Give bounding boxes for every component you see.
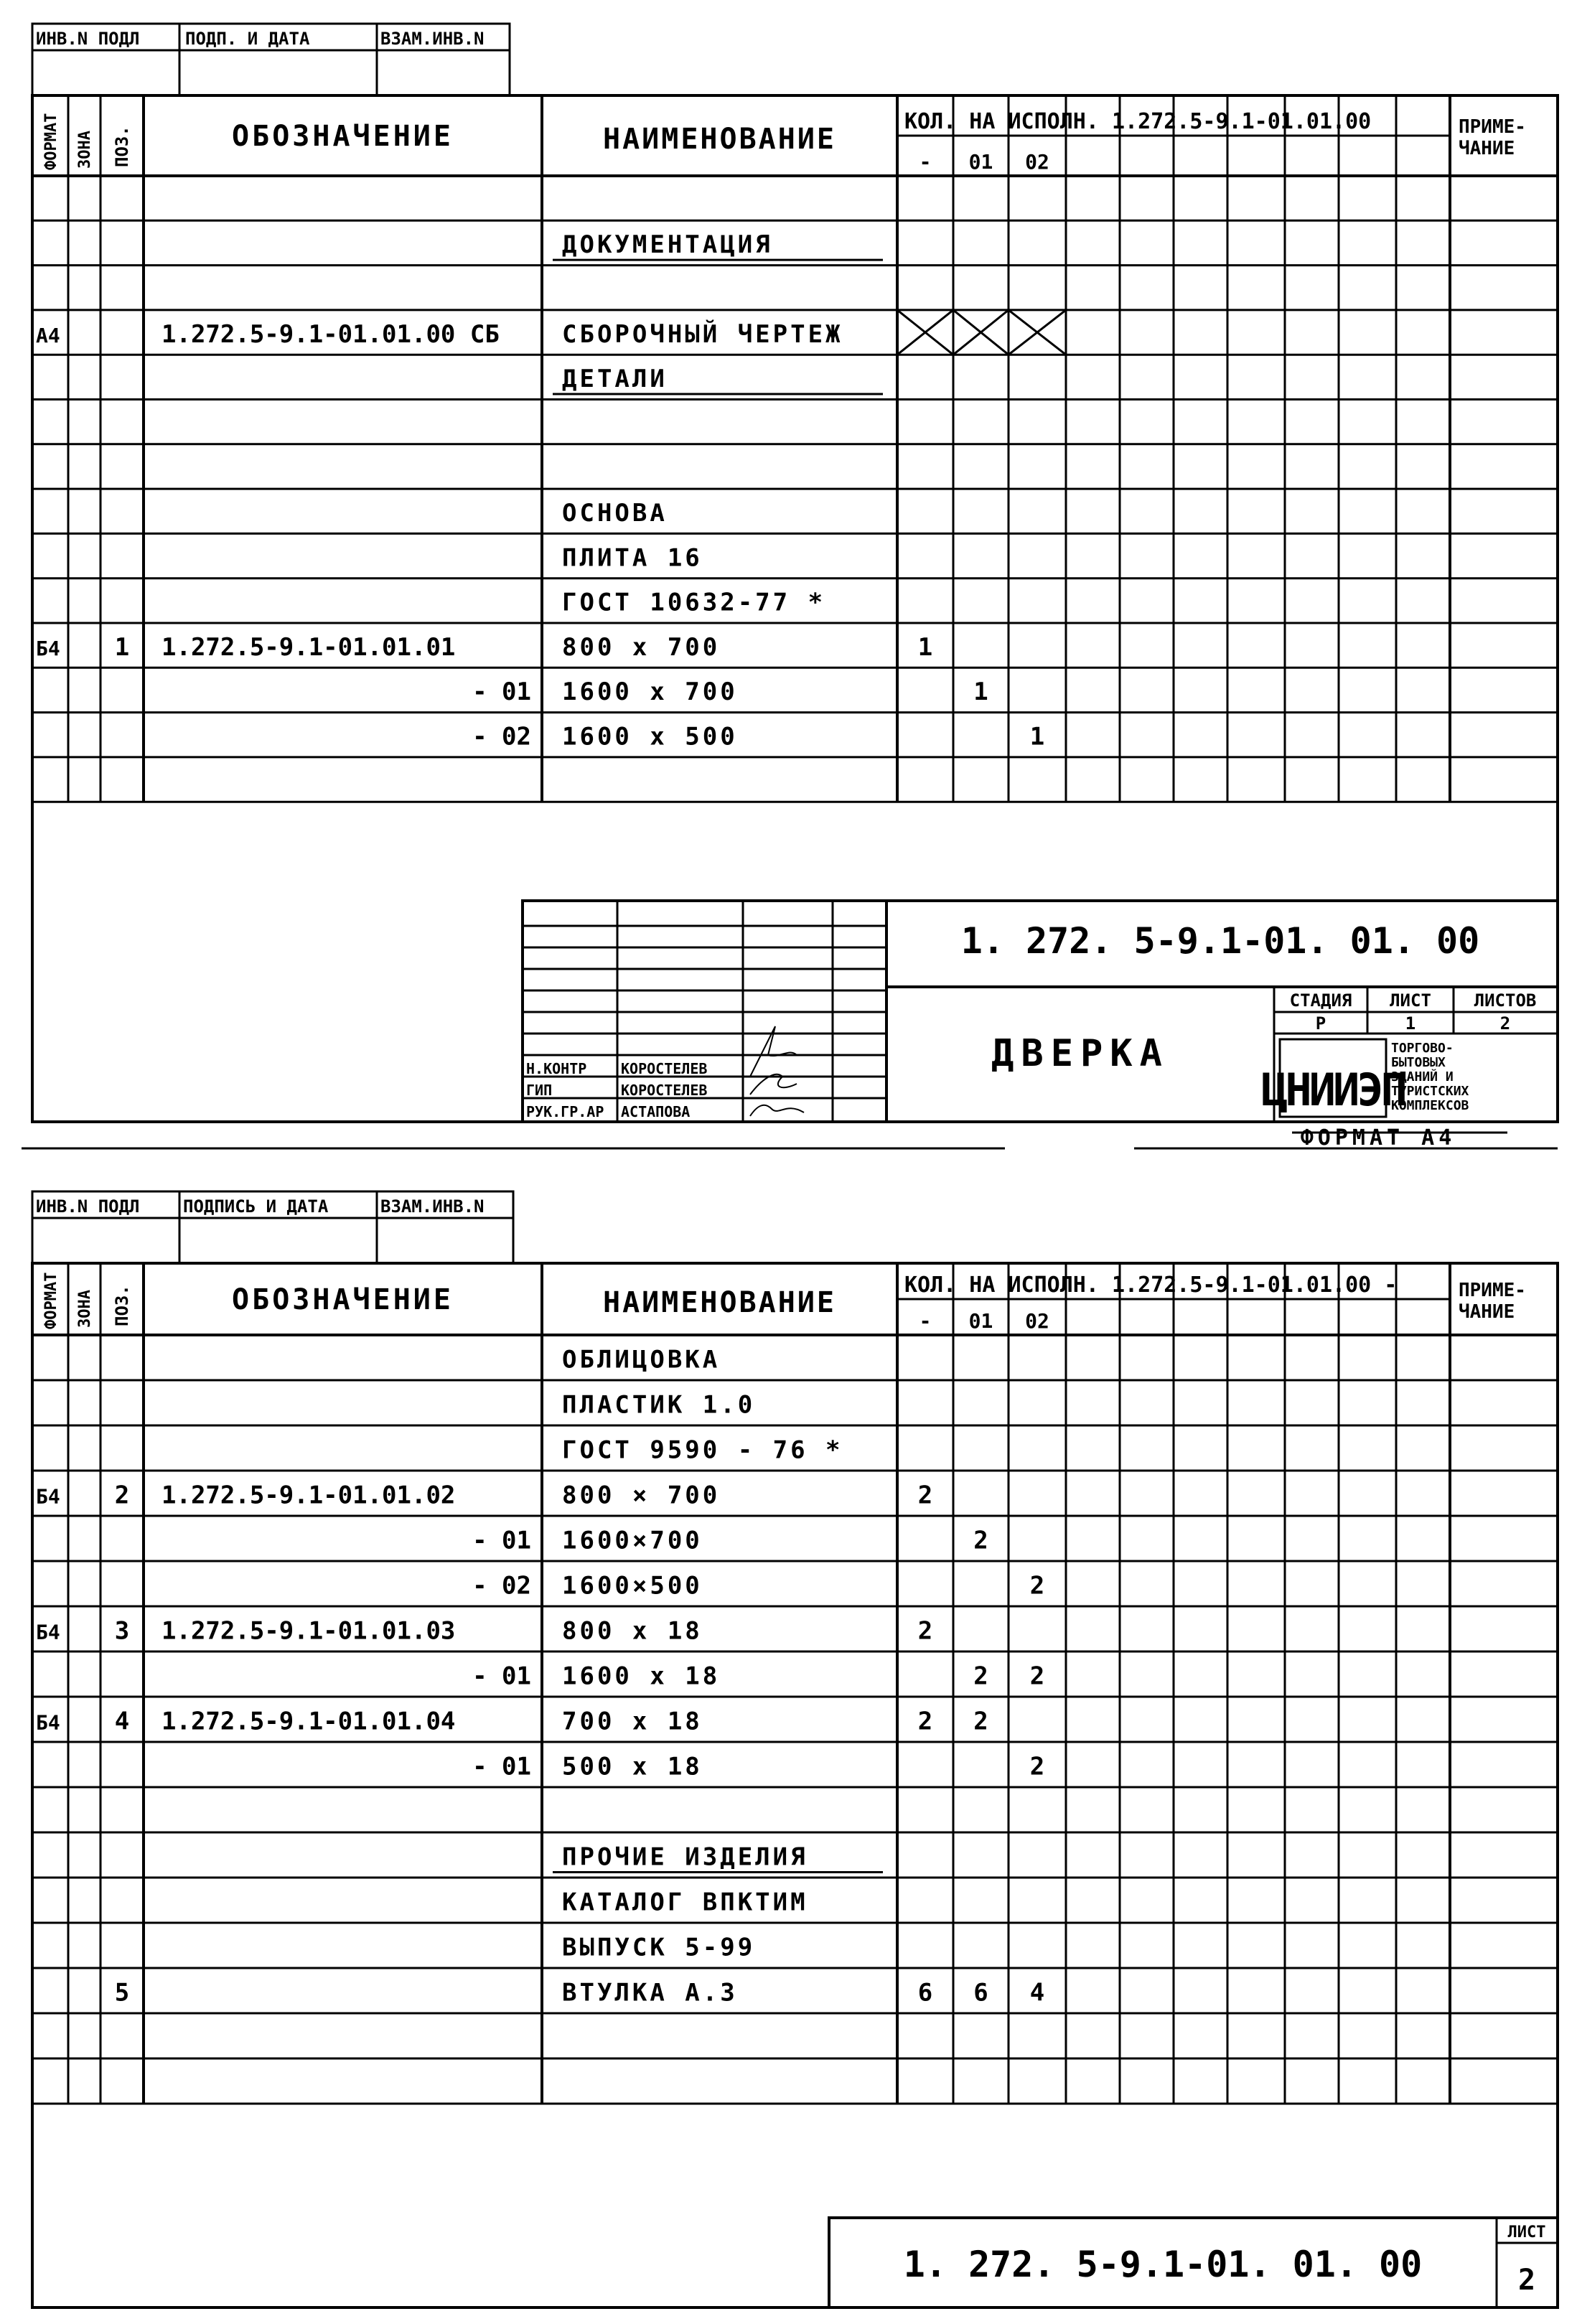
row-format: А4 xyxy=(36,323,60,347)
header-zona: ЗОНА xyxy=(76,131,94,169)
row-oboznachenie: 1.272.5-9.1-01.01.00 СБ xyxy=(162,319,500,349)
sheet-2-table-text xyxy=(36,1273,1526,2007)
stamp-inv-podl: ИНВ.N ПОДЛ xyxy=(36,29,140,49)
signature-marks xyxy=(750,1026,804,1116)
row-quantity: 2 xyxy=(973,1707,988,1736)
stadiya-value: Р xyxy=(1315,1013,1326,1034)
header-oboznachenie: ОБОЗНАЧЕНИЕ xyxy=(232,1283,454,1316)
header-ispoln-02: 02 xyxy=(1025,150,1049,174)
row-poz: 3 xyxy=(114,1616,130,1646)
sheet-2 xyxy=(32,1191,1558,2307)
row-oboznachenie: 1.272.5-9.1-01.01.03 xyxy=(162,1616,456,1646)
org-line-5: КОМПЛЕКСОВ xyxy=(1391,1098,1469,1113)
row-naimenovanie: ПРОЧИЕ ИЗДЕЛИЯ xyxy=(562,1842,808,1872)
row-naimenovanie: ОСНОВА xyxy=(562,498,668,528)
row-naimenovanie: 800 х 700 xyxy=(562,632,721,662)
footer-list-label: ЛИСТ xyxy=(1507,2224,1546,2241)
row-quantity: 2 xyxy=(973,1662,988,1691)
header-kol: КОЛ. НА ИСПОЛН. 1.272.5-9.1-01.01.00 xyxy=(904,109,1372,134)
row-quantity: 2 xyxy=(917,1707,933,1736)
org-line-2: БЫТОВЫХ xyxy=(1391,1055,1446,1070)
row-naimenovanie: 700 х 18 xyxy=(562,1707,703,1736)
header-ispoln-base: - xyxy=(919,1309,932,1333)
header-zona: ЗОНА xyxy=(76,1290,94,1328)
header-format: ФОРМАТ xyxy=(42,1272,60,1329)
document-title: ДВЕРКА xyxy=(991,1032,1169,1075)
row-naimenovanie: ПЛАСТИК 1.0 xyxy=(562,1390,756,1420)
stamp2-vzam-inv: ВЗАМ.ИНВ.N xyxy=(380,1196,485,1217)
row-naimenovanie: 1600×700 xyxy=(562,1526,703,1555)
row-naimenovanie: ГОСТ 9590 - 76 * xyxy=(562,1435,843,1465)
sheet-2-footer-text xyxy=(904,2224,1546,2297)
row-naimenovanie: ПЛИТА 16 xyxy=(562,543,703,573)
header-ispoln-base: - xyxy=(919,150,932,174)
header-kol: КОЛ. НА ИСПОЛН. 1.272.5-9.1-01.01.00 - xyxy=(904,1273,1398,1298)
header-primechanie: ЧАНИЕ xyxy=(1459,1301,1515,1323)
row-oboznachenie: 1.272.5-9.1-01.01.01 xyxy=(162,632,456,662)
header-naimenovanie: НАИМЕНОВАНИЕ xyxy=(603,1286,836,1319)
row-naimenovanie: СБОРОЧНЫЙ ЧЕРТЕЖ xyxy=(562,319,843,349)
row-poz: 2 xyxy=(114,1481,130,1510)
role-3: РУК.ГР.АР xyxy=(526,1103,604,1120)
org-line-1: ТОРГОВО- xyxy=(1391,1041,1454,1056)
header-primechanie: ЧАНИЕ xyxy=(1459,138,1515,159)
row-format: Б4 xyxy=(36,1484,60,1509)
header-poz: ПОЗ. xyxy=(112,126,132,167)
header-ispoln-01: 01 xyxy=(968,1309,993,1333)
row-naimenovanie: 800 × 700 xyxy=(562,1481,721,1510)
header-naimenovanie: НАИМЕНОВАНИЕ xyxy=(603,123,836,156)
sheet-2-stamp-text xyxy=(36,1196,485,1217)
row-naimenovanie: 800 х 18 xyxy=(562,1616,703,1646)
row-naimenovanie: ГОСТ 10632-77 * xyxy=(562,588,826,617)
row-quantity: 2 xyxy=(973,1526,988,1555)
header-format: ФОРМАТ xyxy=(42,113,60,170)
row-quantity: 1 xyxy=(973,678,988,707)
role-1-name: КОРОСТЕЛЕВ xyxy=(621,1060,708,1077)
row-oboznachenie: - 01 xyxy=(472,1752,531,1781)
header-oboznachenie: ОБОЗНАЧЕНИЕ xyxy=(232,120,454,153)
sheet-1-table-text xyxy=(36,109,1526,751)
row-quantity: 2 xyxy=(917,1481,933,1510)
role-3-name: АСТАПОВА xyxy=(621,1103,691,1120)
row-format: Б4 xyxy=(36,1620,60,1644)
listov-label: ЛИСТОВ xyxy=(1474,990,1537,1011)
row-naimenovanie: КАТАЛОГ ВПКТИМ xyxy=(562,1888,808,1917)
stadiya-label: СТАДИЯ xyxy=(1289,990,1352,1011)
row-naimenovanie: 1600×500 xyxy=(562,1571,703,1601)
row-naimenovanie: ВЫПУСК 5-99 xyxy=(562,1933,756,1962)
footer-list-value: 2 xyxy=(1517,2264,1536,2297)
stamp2-podp-data: ПОДПИСЬ И ДАТА xyxy=(183,1196,329,1217)
org-logo: ЦНИИЭП xyxy=(1261,1064,1405,1116)
row-quantity: 4 xyxy=(1029,1978,1045,2007)
header-ispoln-02: 02 xyxy=(1025,1309,1049,1333)
stamp-vzam-inv: ВЗАМ.ИНВ.N xyxy=(380,29,485,49)
row-naimenovanie: ДЕТАЛИ xyxy=(562,365,668,394)
row-naimenovanie: 1600 х 500 xyxy=(562,722,738,751)
row-oboznachenie: 1.272.5-9.1-01.01.02 xyxy=(162,1481,456,1510)
row-naimenovanie: ДОКУМЕНТАЦИЯ xyxy=(562,230,773,260)
row-quantity: 6 xyxy=(917,1978,933,2007)
header-ispoln-01: 01 xyxy=(968,150,993,174)
row-naimenovanie: 500 х 18 xyxy=(562,1752,703,1781)
row-naimenovanie: 1600 х 700 xyxy=(562,678,738,707)
format-label: ФОРМАТ А4 xyxy=(1300,1125,1456,1151)
document-code: 1. 272. 5-9.1-01. 01. 00 xyxy=(960,920,1480,962)
row-oboznachenie: - 02 xyxy=(472,1571,531,1601)
row-naimenovanie: ОБЛИЦОВКА xyxy=(562,1345,721,1374)
header-primechanie: ПРИМЕ- xyxy=(1459,1280,1526,1301)
list-value: 1 xyxy=(1405,1013,1416,1034)
row-quantity: 2 xyxy=(1029,1662,1045,1691)
row-oboznachenie: 1.272.5-9.1-01.01.04 xyxy=(162,1707,456,1736)
footer-code: 1. 272. 5-9.1-01. 01. 00 xyxy=(903,2244,1423,2285)
row-quantity: 6 xyxy=(973,1978,988,2007)
listov-value: 2 xyxy=(1499,1013,1511,1034)
row-poz: 5 xyxy=(114,1978,130,2007)
row-quantity: 2 xyxy=(1029,1571,1045,1601)
role-2-name: КОРОСТЕЛЕВ xyxy=(621,1082,708,1099)
role-1: Н.КОНТР xyxy=(526,1060,587,1077)
row-poz: 4 xyxy=(114,1707,130,1736)
stamp2-inv-podl: ИНВ.N ПОДЛ xyxy=(36,1196,140,1217)
org-line-4: ТУРИСТСКИХ xyxy=(1391,1084,1469,1099)
sheet-1-stamp-text xyxy=(36,29,485,49)
row-quantity: 2 xyxy=(1029,1752,1045,1781)
row-quantity: 1 xyxy=(917,632,933,662)
stamp-podp-data: ПОДП. И ДАТА xyxy=(185,29,310,49)
title-block-1-text xyxy=(526,920,1536,1151)
row-oboznachenie: - 01 xyxy=(472,678,531,707)
header-primechanie: ПРИМЕ- xyxy=(1459,116,1526,138)
row-oboznachenie: - 01 xyxy=(472,1526,531,1555)
row-naimenovanie: 1600 х 18 xyxy=(562,1662,721,1691)
row-quantity: 2 xyxy=(917,1616,933,1646)
row-format: Б4 xyxy=(36,1710,60,1735)
row-oboznachenie: - 01 xyxy=(472,1662,531,1691)
row-quantity: 1 xyxy=(1029,722,1045,751)
row-oboznachenie: - 02 xyxy=(472,722,531,751)
row-poz: 1 xyxy=(114,632,130,662)
row-format: Б4 xyxy=(36,636,60,660)
org-line-3: ЗДАНИЙ И xyxy=(1391,1069,1454,1084)
header-poz: ПОЗ. xyxy=(112,1285,132,1326)
row-naimenovanie: ВТУЛКА А.3 xyxy=(562,1978,738,2007)
role-2: ГИП xyxy=(526,1082,553,1099)
list-label: ЛИСТ xyxy=(1390,990,1431,1011)
